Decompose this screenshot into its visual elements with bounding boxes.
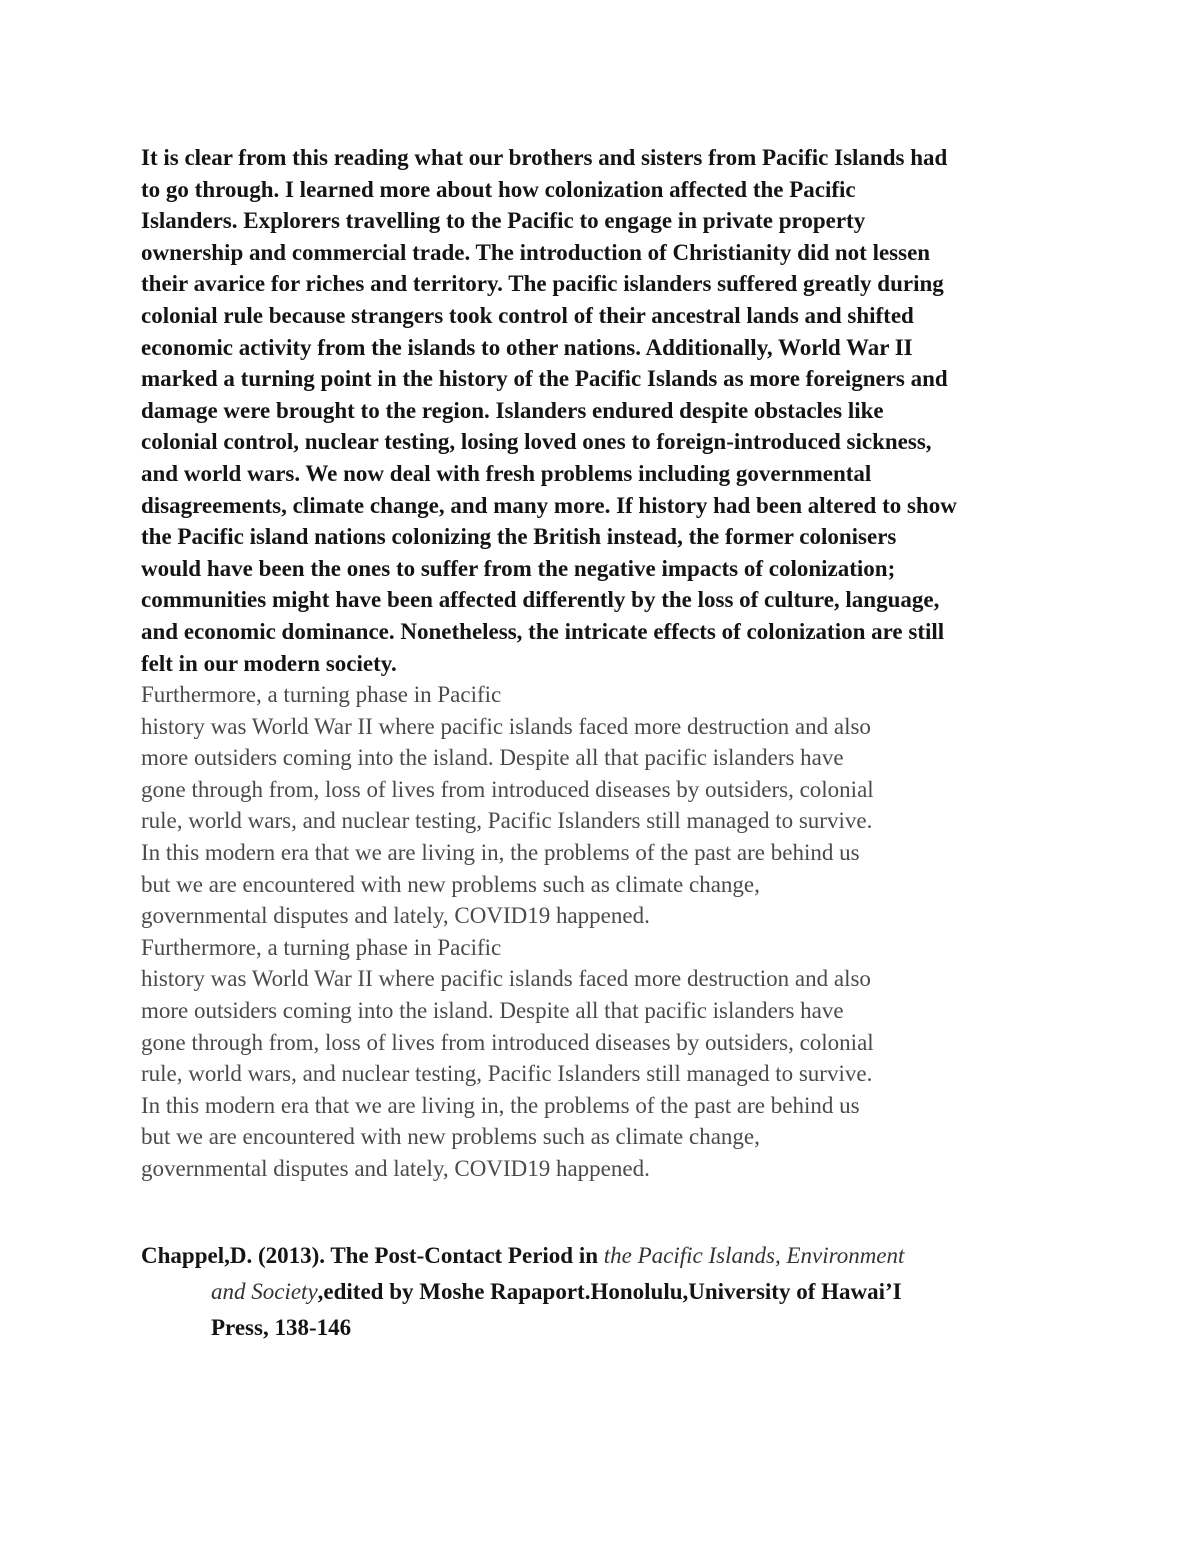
text-line: economic activity from the islands to other nations. Additionally, World War II	[141, 334, 913, 360]
text-line: felt in our modern society.	[141, 650, 397, 676]
reference-book-title: the Pacific Islands, Environment	[603, 1243, 905, 1268]
text-line: governmental disputes and lately, COVID19 happened.	[141, 1156, 650, 1181]
text-line: governmental disputes and lately, COVID19 happened.	[141, 903, 650, 929]
text-line: It is clear from this reading what our brothers and sisters from Pacific Islands had	[141, 145, 948, 170]
text-line: rule, world wars, and nuclear testing, Pacific Islanders still managed to survive.	[141, 1061, 873, 1087]
text-line: and economic dominance. Nonetheless, the intricate effects of colonization are still	[141, 618, 945, 644]
text-line: colonial control, nuclear testing, losing loved ones to foreign-introduced sickness,	[141, 429, 932, 455]
reference-entry	[141, 1238, 1081, 1346]
text-line: In this modern era that we are living in, the problems of the past are behind us	[141, 1092, 860, 1118]
text-line: history was World War II where pacific islands faced more destruction and also	[141, 713, 871, 739]
text-line: their avarice for riches and territory. The pacific islanders suffered greatly during	[141, 271, 944, 297]
repeated-paragraph-1	[141, 679, 1081, 932]
reference-line	[141, 1310, 1081, 1346]
text-line: rule, world wars, and nuclear testing, Pacific Islanders still managed to survive.	[141, 808, 873, 834]
text-line: to go through. I learned more about how colonization affected the Pacific	[141, 176, 856, 202]
text-line: In this modern era that we are living in, the problems of the past are behind us	[141, 840, 860, 866]
text-line: ownership and commercial trade. The introduction of Christianity did not lessen	[141, 239, 931, 265]
main-paragraph	[141, 142, 1081, 679]
text-line: the Pacific island nations colonizing the British instead, the former colonisers	[141, 524, 897, 550]
text-line: but we are encountered with new problems such as climate change,	[141, 871, 760, 897]
text-line: Furthermore, a turning phase in Pacific	[141, 934, 502, 960]
reference-author-title: Chappel,D. (2013). The Post-Contact Period in	[141, 1243, 604, 1268]
reference-line	[141, 1274, 1081, 1310]
reference-pages: Press, 138-146	[211, 1315, 352, 1340]
text-line: communities might have been affected differently by the loss of culture, language,	[141, 587, 940, 613]
text-line: marked a turning point in the history of the Pacific Islands as more foreigners and	[141, 366, 948, 392]
text-line: disagreements, climate change, and many more. If history had been altered to show	[141, 492, 957, 518]
text-line: more outsiders coming into the island. Despite all that pacific islanders have	[141, 745, 844, 771]
text-line: gone through from, loss of lives from introduced diseases by outsiders, colonial	[141, 776, 874, 802]
text-line: but we are encountered with new problems such as climate change,	[141, 1124, 760, 1150]
text-line: and world wars. We now deal with fresh problems including governmental	[141, 460, 872, 486]
text-line: more outsiders coming into the island. Despite all that pacific islanders have	[141, 998, 844, 1024]
text-line: Furthermore, a turning phase in Pacific	[141, 682, 502, 708]
essay-body	[141, 142, 1081, 1185]
text-line: damage were brought to the region. Islanders endured despite obstacles like	[141, 397, 884, 423]
text-line: Islanders. Explorers travelling to the Pacific to engage in private property	[141, 208, 866, 234]
text-line: colonial rule because strangers took control of their ancestral lands and shifted	[141, 302, 914, 328]
repeated-paragraph-2	[141, 932, 1081, 1185]
reference-line	[141, 1238, 1081, 1274]
reference-book-title-cont: and Society	[211, 1279, 318, 1304]
text-line: history was World War II where pacific islands faced more destruction and also	[141, 966, 871, 992]
text-line: would have been the ones to suffer from the negative impacts of colonization;	[141, 555, 896, 581]
text-line: gone through from, loss of lives from introduced diseases by outsiders, colonial	[141, 1029, 874, 1055]
reference-publisher: ,edited by Moshe Rapaport.Honolulu,University of Hawai’I	[317, 1279, 902, 1304]
